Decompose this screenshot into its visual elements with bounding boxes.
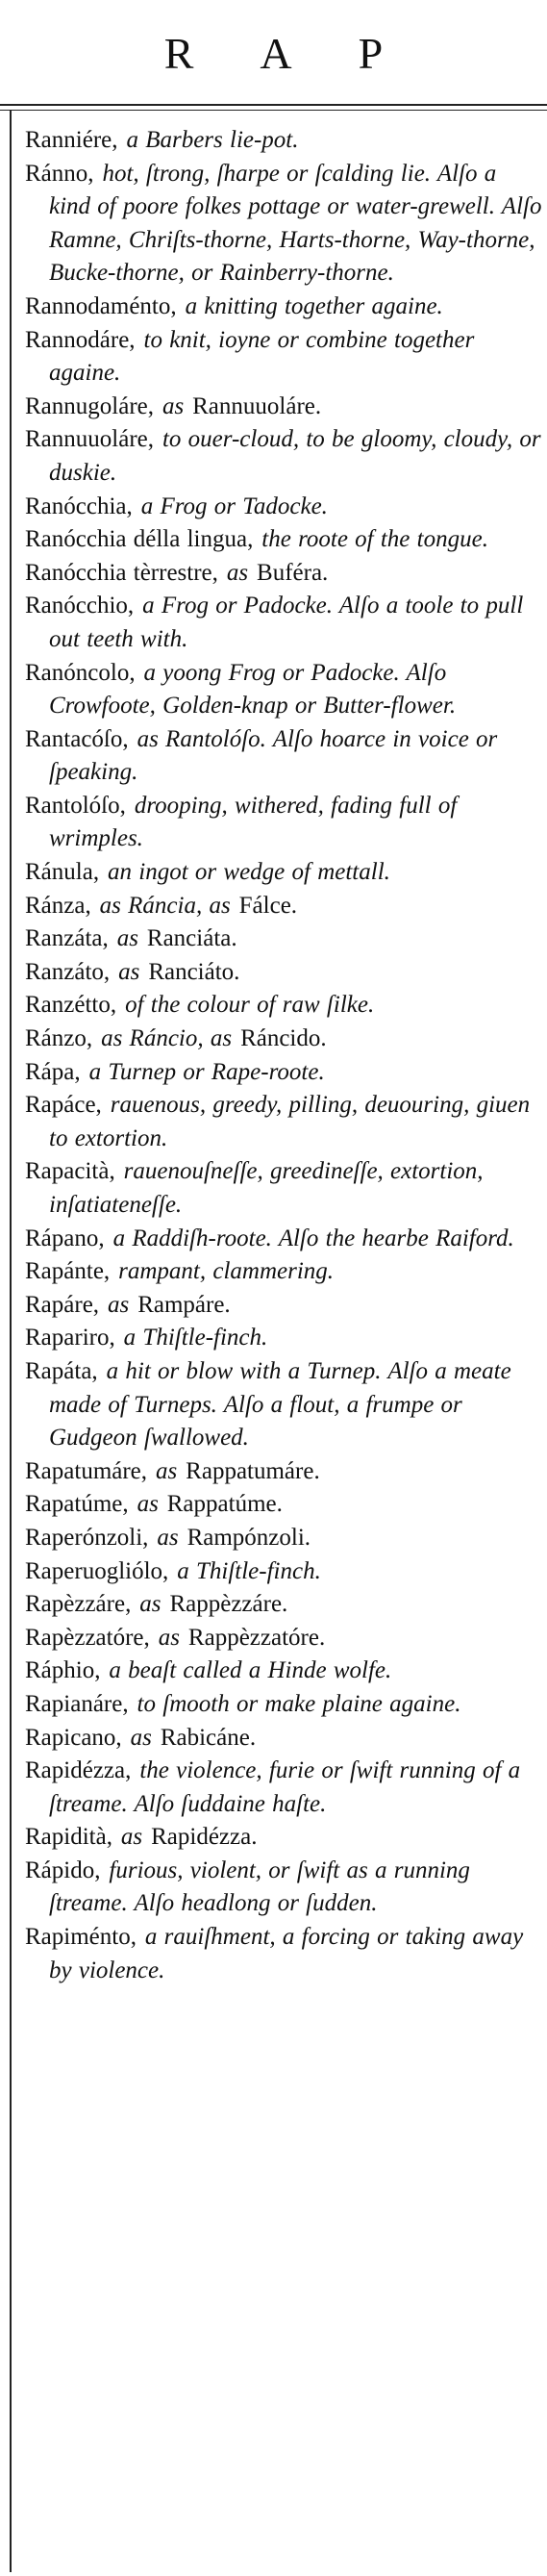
- entry-definition: as: [155, 1457, 178, 1484]
- entry-definition: as: [162, 392, 185, 419]
- entry-cross-reference: Rappèzzáre.: [169, 1591, 288, 1618]
- entry-definition: a yoong Frog or Padocke. Alſo Crowfoote, Golden-knap or Butter-flower.: [49, 659, 457, 720]
- dictionary-entry: [25, 1454, 544, 1488]
- entry-definition: as Ráncio, as: [101, 1025, 233, 1052]
- entry-definition: a hit or blow with a Turnep. Alſo a meate made of Turneps. Alſo a flout, a frumpe or Gudgeon ſwallowed.: [49, 1357, 511, 1452]
- dictionary-entry: [25, 1621, 544, 1654]
- entry-definition: furious, violent, or ſwift as a running ſtreame. Alſo headlong or ſudden.: [49, 1856, 470, 1917]
- entry-headword: Rapèzzáre,: [25, 1591, 132, 1618]
- entry-headword: Rapiménto,: [25, 1924, 137, 1951]
- dictionary-entry: [25, 1254, 544, 1288]
- entry-definition: as: [130, 1724, 152, 1751]
- entry-definition: to knit, ioyne or combine together againe.: [49, 326, 475, 387]
- dictionary-entry: [25, 1854, 544, 1920]
- entry-definition: as: [108, 1291, 130, 1318]
- entry-definition: rauenouſneſſe, greedineſſe, extortion, inſatiateneſſe.: [49, 1158, 484, 1218]
- dictionary-entry: [25, 290, 544, 323]
- entry-cross-reference: Rappatumáre.: [186, 1457, 320, 1484]
- dictionary-entry: [25, 1654, 544, 1687]
- entry-definition: as Ráncia, as: [99, 892, 231, 919]
- entry-headword: Rapariro,: [25, 1325, 115, 1351]
- dictionary-entry: [25, 589, 544, 655]
- entry-headword: Rápa,: [25, 1058, 81, 1085]
- dictionary-entry: [25, 390, 544, 423]
- dictionary-entry: [25, 889, 544, 922]
- entry-definition: rauenous, greedy, pilling, deuouring, giuen to extortion.: [49, 1092, 531, 1151]
- entry-headword: Rapacità,: [25, 1158, 115, 1185]
- dictionary-entry: [25, 955, 544, 989]
- dictionary-entry: [25, 490, 544, 523]
- entry-headword: Rapáta,: [25, 1357, 98, 1384]
- entry-headword: Rapidità,: [25, 1824, 112, 1851]
- entry-definition: a Thiſtle-finch.: [177, 1557, 321, 1584]
- entry-cross-reference: Buféra.: [257, 559, 329, 586]
- dictionary-entry: [25, 1354, 544, 1454]
- entry-cross-reference: Ranciáto.: [148, 958, 240, 985]
- dictionary-entry: [25, 922, 544, 955]
- entry-definition: a Barbers lie-pot.: [126, 127, 299, 153]
- entry-headword: Rápido,: [25, 1856, 101, 1883]
- entry-definition: a Raddiſh-roote. Alſo the hearbe Raiford.: [112, 1225, 514, 1251]
- entry-definition: a Frog or Tadocke.: [140, 492, 328, 519]
- entry-definition: as: [118, 958, 140, 985]
- entry-definition: a Turnep or Rape-roote.: [88, 1058, 325, 1085]
- entry-headword: Ránula,: [25, 859, 100, 886]
- entry-definition: as: [139, 1591, 162, 1618]
- entry-definition: as: [137, 1491, 159, 1518]
- entry-headword: Ranócchio,: [25, 593, 135, 619]
- entry-definition: the violence, furie or ſwift running of a ſtreame. Alſo ſuddaine haſte.: [49, 1757, 521, 1817]
- entry-headword: Ranzáto,: [25, 958, 111, 985]
- entry-headword: Rapèzzatóre,: [25, 1624, 150, 1651]
- entry-headword: Ranócchia,: [25, 492, 133, 519]
- entry-headword: Raperuogliólo,: [25, 1557, 169, 1584]
- dictionary-entry: [25, 1321, 544, 1354]
- entry-headword: Ránno,: [25, 160, 94, 187]
- entry-cross-reference: Rampónzoli.: [186, 1524, 311, 1551]
- dictionary-entry: [25, 656, 544, 722]
- entry-definition: to ſmooth or make plaine againe.: [137, 1690, 461, 1717]
- entry-cross-reference: Ráncido.: [240, 1025, 327, 1052]
- dictionary-entry: [25, 323, 544, 390]
- dictionary-entry: [25, 1920, 544, 1986]
- page-header: [0, 0, 547, 104]
- dictionary-entry: [25, 1521, 544, 1554]
- entry-headword: Rapáce,: [25, 1092, 102, 1119]
- entry-headword: Rannugoláre,: [25, 392, 154, 419]
- entry-headword: Ranócchia tèrrestre,: [25, 559, 218, 586]
- entry-headword: Raperónzoli,: [25, 1524, 149, 1551]
- dictionary-entry: [25, 789, 544, 855]
- dictionary-entry: [25, 1721, 544, 1755]
- entry-definition: of the colour of raw ſilke.: [125, 992, 375, 1019]
- dictionary-entry: [25, 157, 544, 290]
- entry-headword: Rapidézza,: [25, 1757, 132, 1784]
- entry-definition: hot, ſtrong, ſharpe or ſcalding lie. Alſo a kind of poore folkes pottage or water-grewell. Alſo Ramne, Chriſts-thorne, Harts-thorne, Way-thorne, Bucke-thorne, or Rainberry-thorne.: [49, 160, 542, 287]
- entry-headword: Rantacóſo,: [25, 725, 129, 752]
- entry-headword: Rantolóſo,: [25, 792, 126, 819]
- entry-cross-reference: Rappèzzatóre.: [187, 1624, 326, 1651]
- entry-headword: Ráphio,: [25, 1657, 101, 1684]
- dictionary-entry: [25, 522, 544, 556]
- entry-headword: Rannodáre,: [25, 326, 136, 353]
- dictionary-entry: [25, 1222, 544, 1255]
- dictionary-entry: [25, 722, 544, 789]
- entry-headword: Ranzétto,: [25, 992, 117, 1019]
- header-rule: [0, 104, 547, 106]
- entry-definition: as: [157, 1524, 179, 1551]
- entry-headword: Ránzo,: [25, 1025, 93, 1052]
- entry-definition: drooping, withered, fading full of wrimples.: [49, 792, 458, 852]
- dictionary-entry: [25, 1487, 544, 1521]
- entry-definition: a rauiſhment, a forcing or taking away by violence.: [49, 1924, 524, 1983]
- entry-cross-reference: Rampáre.: [137, 1291, 231, 1318]
- entry-definition: a Frog or Padocke. Alſo a toole to pull out teeth with.: [49, 593, 524, 652]
- dictionary-entry: [25, 1088, 544, 1154]
- dictionary-entry: [25, 1554, 544, 1588]
- entry-definition: as: [116, 925, 138, 952]
- entry-definition: a knitting together againe.: [185, 292, 443, 319]
- dictionary-entry: [25, 1154, 544, 1221]
- entry-headword: Rapatumáre,: [25, 1457, 148, 1484]
- entry-definition: an ingot or wedge of mettall.: [108, 859, 390, 886]
- dictionary-entry: [25, 1587, 544, 1621]
- column-rule: [10, 110, 12, 2572]
- entry-cross-reference: Rannuuoláre.: [192, 392, 322, 419]
- dictionary-entry: [25, 1288, 544, 1322]
- dictionary-entry: [25, 422, 544, 489]
- entry-headword: Rapianáre,: [25, 1690, 129, 1717]
- entry-headword: Rapáre,: [25, 1291, 100, 1318]
- entry-definition: as: [226, 559, 249, 586]
- dictionary-entry: [25, 1022, 544, 1055]
- dictionary-entry: [25, 123, 544, 157]
- entry-headword: Rápano,: [25, 1225, 105, 1251]
- entry-headword: Ránza,: [25, 892, 91, 919]
- dictionary-entry: [25, 855, 544, 889]
- entry-definition: the roote of the tongue.: [261, 526, 488, 553]
- entry-cross-reference: Rapidézza.: [151, 1824, 258, 1851]
- dictionary-entry: [25, 1055, 544, 1089]
- entry-cross-reference: Rappatúme.: [166, 1491, 283, 1518]
- dictionary-entry: [25, 1687, 544, 1721]
- dictionary-entry: [25, 988, 544, 1022]
- entry-definition: as: [120, 1824, 143, 1851]
- dictionary-entry: [25, 556, 544, 590]
- dictionary-entry: [25, 1754, 544, 1820]
- header-rule-thin: [0, 110, 547, 111]
- entry-definition: as: [158, 1624, 180, 1651]
- entry-headword: Ranzáta,: [25, 925, 109, 952]
- entry-cross-reference: Rabicáne.: [160, 1724, 257, 1751]
- entry-headword: Rapicano,: [25, 1724, 122, 1751]
- entry-headword: Rannodaménto,: [25, 292, 177, 319]
- entry-definition: to ouer-cloud, to be gloomy, cloudy, or duskie.: [49, 426, 541, 486]
- entry-headword: Rapánte,: [25, 1258, 111, 1285]
- entry-headword: Rannuuoláre,: [25, 426, 154, 453]
- entry-headword: Ranóncolo,: [25, 659, 136, 686]
- entry-headword: Ranócchia délla lingua,: [25, 526, 254, 553]
- entry-cross-reference: Ranciáta.: [146, 925, 237, 952]
- dictionary-entry: [25, 1820, 544, 1854]
- entry-definition: a beaſt called a Hinde wolfe.: [109, 1657, 392, 1684]
- entry-definition: a Thiſtle-finch.: [123, 1325, 268, 1351]
- entry-definition: rampant, clammering.: [118, 1258, 335, 1285]
- entry-headword: Ranniére,: [25, 127, 118, 153]
- entry-cross-reference: Fálce.: [238, 892, 298, 919]
- entry-headword: Rapatúme,: [25, 1491, 129, 1518]
- running-head: R A P: [163, 29, 412, 78]
- entry-list: [25, 123, 544, 1986]
- entry-definition: as Rantolóſo. Alſo hoarce in voice or ſpeaking.: [49, 725, 498, 786]
